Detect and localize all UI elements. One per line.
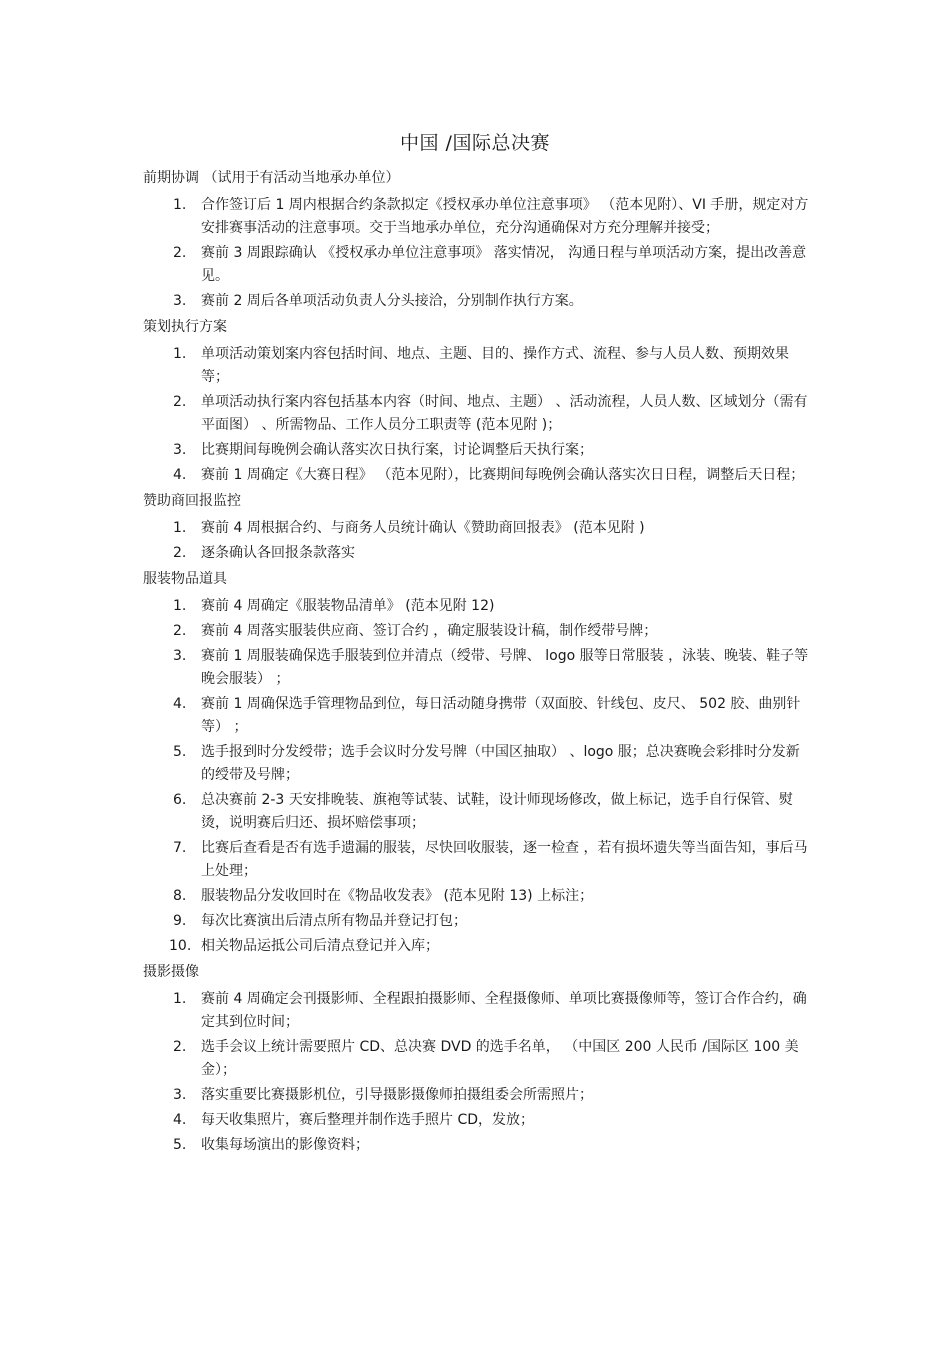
list-item-number: 2. <box>173 1039 187 1055</box>
list-item <box>143 645 813 691</box>
section-list <box>143 988 813 1157</box>
list-item <box>143 693 813 739</box>
list-item <box>143 391 813 437</box>
section-list <box>143 343 813 487</box>
list-item-number: 6. <box>173 792 187 808</box>
list-item <box>143 837 813 883</box>
list-item-number: 2. <box>173 245 187 261</box>
list-item-text: 赛前 1 周确定《大赛日程》 （范本见附），比赛期间每晚例会确认落实次日日程，调整后天日程； <box>201 467 805 483</box>
list-item-text: 落实重要比赛摄影机位，引导摄影摄像师拍摄组委会所需照片； <box>201 1087 593 1103</box>
list-item-text: 赛前 4 周确定会刊摄影师、全程跟拍摄影师、全程摄像师、单项比赛摄像师等，签订合作合约，确定其到位时间； <box>201 991 807 1030</box>
list-item-text: 赛前 4 周落实服装供应商、签订合约 ，确定服装设计稿，制作绶带号牌； <box>201 623 658 639</box>
list-item-text: 相关物品运抵公司后清点登记并入库； <box>201 938 439 954</box>
list-item-text: 比赛后查看是否有选手遗漏的服装，尽快回收服装，逐一检查 ，若有损坏遗失等当面告知，事后马上处理； <box>201 840 808 879</box>
list-item <box>143 885 813 908</box>
list-item-number: 1. <box>173 520 187 536</box>
list-item-text: 逐条确认各回报条款落实 <box>201 545 355 561</box>
list-item-text: 选手会议上统计需要照片 CD、总决赛 DVD 的选手名单， （中国区 200 人民币 /国际区 100 美金）； <box>201 1039 799 1078</box>
list-item-number: 1. <box>173 598 187 614</box>
list-item-text: 选手报到时分发绶带；选手会议时分发号牌（中国区抽取） 、logo 服；总决赛晚会彩排时分发新的绶带及号牌； <box>201 744 800 783</box>
list-item <box>143 542 813 565</box>
list-item-number: 3. <box>173 442 187 458</box>
list-item-text: 每次比赛演出后清点所有物品并登记打包； <box>201 913 467 929</box>
list-item-number: 4. <box>173 1112 187 1128</box>
list-item <box>143 343 813 389</box>
list-item-text: 服装物品分发收回时在《物品收发表》 (范本见附 13) 上标注； <box>201 888 594 904</box>
list-item <box>143 789 813 835</box>
list-item <box>143 517 813 540</box>
list-item-text: 收集每场演出的影像资料； <box>201 1137 369 1153</box>
list-item <box>143 194 813 240</box>
list-item-number: 2. <box>173 394 187 410</box>
list-item <box>143 741 813 787</box>
section-heading: 摄影摄像 <box>143 964 199 980</box>
list-item <box>143 988 813 1034</box>
list-item <box>143 464 813 487</box>
list-item-number: 2. <box>173 545 187 561</box>
list-item-number: 1. <box>173 346 187 362</box>
list-item-text: 赛前 2 周后各单项活动负责人分头接洽，分别制作执行方案。 <box>201 293 583 309</box>
list-item-number: 3. <box>173 1087 187 1103</box>
list-item-number: 2. <box>173 623 187 639</box>
list-item <box>143 1109 813 1132</box>
section-list <box>143 517 813 565</box>
list-item-number: 1. <box>173 991 187 1007</box>
list-item-number: 4. <box>173 467 187 483</box>
list-item-text: 单项活动策划案内容包括时间、地点、主题、目的、操作方式、流程、参与人员人数、预期效果等； <box>201 346 789 385</box>
document-body <box>143 168 813 1161</box>
list-item-number: 4. <box>173 696 187 712</box>
list-item <box>143 595 813 618</box>
list-item-text: 赛前 4 周确定《服装物品清单》 (范本见附 12) <box>201 598 495 614</box>
list-item-text: 合作签订后 1 周内根据合约条款拟定《授权承办单位注意事项》 （范本见附）、VI 手册，规定对方安排赛事活动的注意事项。交于当地承办单位，充分沟通确保对方充分理解并接受； <box>201 197 809 236</box>
list-item <box>143 1036 813 1082</box>
list-item-text: 赛前 4 周根据合约、与商务人员统计确认《赞助商回报表》 (范本见附 ) <box>201 520 645 536</box>
list-item <box>143 1084 813 1107</box>
section-list <box>143 595 813 958</box>
section-heading: 服装物品道具 <box>143 571 227 587</box>
list-item-text: 赛前 1 周确保选手管理物品到位，每日活动随身携带（双面胶、针线包、皮尺、 502 胶、曲别针等） ； <box>201 696 801 735</box>
list-item-number: 10. <box>169 938 192 954</box>
list-item-text: 比赛期间每晚例会确认落实次日执行案，讨论调整后天执行案； <box>201 442 593 458</box>
list-item-number: 8. <box>173 888 187 904</box>
list-item <box>143 439 813 462</box>
list-item <box>143 242 813 288</box>
section-heading: 前期协调 （试用于有活动当地承办单位） <box>143 170 400 186</box>
list-item <box>143 910 813 933</box>
list-item-text: 赛前 1 周服装确保选手服装到位并清点（绶带、号牌、 logo 服等日常服装 ，泳装、晚装、鞋子等晚会服装） ； <box>201 648 809 687</box>
list-item-text: 总决赛前 2-3 天安排晚装、旗袍等试装、试鞋，设计师现场修改，做上标记，选手自行保管、熨烫，说明赛后归还、损坏赔偿事项； <box>201 792 793 831</box>
list-item <box>143 1134 813 1157</box>
list-item-number: 5. <box>173 744 187 760</box>
section-list <box>143 194 813 313</box>
list-item-number: 5. <box>173 1137 187 1153</box>
list-item-text: 赛前 3 周跟踪确认 《授权承办单位注意事项》 落实情况， 沟通日程与单项活动方案，提出改善意见。 <box>201 245 807 284</box>
list-item-text: 每天收集照片，赛后整理并制作选手照片 CD，发放； <box>201 1112 535 1128</box>
list-item <box>143 620 813 643</box>
list-item-number: 1. <box>173 197 187 213</box>
page-title: 中国 /国际总决赛 <box>400 132 550 154</box>
list-item-number: 3. <box>173 293 187 309</box>
list-item <box>143 935 813 958</box>
section-heading: 策划执行方案 <box>143 319 227 335</box>
list-item-number: 9. <box>173 913 187 929</box>
list-item-number: 3. <box>173 648 187 664</box>
list-item-text: 单项活动执行案内容包括基本内容（时间、地点、主题） 、活动流程，人员人数、区域划分（需有平面图） 、所需物品、工作人员分工职责等 (范本见附 )； <box>201 394 808 433</box>
section-heading: 赞助商回报监控 <box>143 493 241 509</box>
list-item <box>143 290 813 313</box>
list-item-number: 7. <box>173 840 187 856</box>
